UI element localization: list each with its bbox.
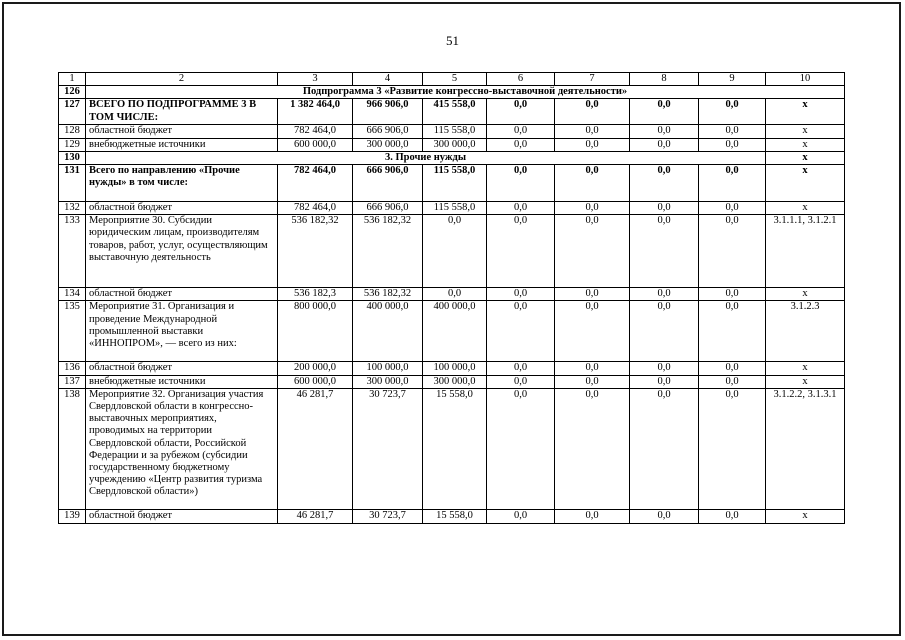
amount-cell: 100 000,0 bbox=[423, 362, 487, 375]
table-row bbox=[59, 301, 845, 362]
amount-cell: 536 182,32 bbox=[353, 288, 423, 301]
row-number: 130 bbox=[59, 151, 86, 164]
target-indicator-cell: х bbox=[766, 138, 845, 151]
amount-cell: 0,0 bbox=[487, 509, 555, 523]
amount-cell: 300 000,0 bbox=[353, 375, 423, 388]
amount-cell: 0,0 bbox=[630, 165, 699, 202]
row-description: областной бюджет bbox=[86, 202, 278, 215]
amount-cell: 0,0 bbox=[699, 165, 766, 202]
target-indicator-cell: 3.1.2.2, 3.1.3.1 bbox=[766, 388, 845, 509]
row-description: внебюджетные источники bbox=[86, 138, 278, 151]
row-number: 136 bbox=[59, 362, 86, 375]
amount-cell: 600 000,0 bbox=[278, 138, 353, 151]
amount-cell: 1 382 464,0 bbox=[278, 99, 353, 125]
amount-cell: 30 723,7 bbox=[353, 388, 423, 509]
target-indicator-cell: х bbox=[766, 375, 845, 388]
amount-cell: 966 906,0 bbox=[353, 99, 423, 125]
amount-cell: 0,0 bbox=[487, 138, 555, 151]
amount-cell: 0,0 bbox=[630, 138, 699, 151]
amount-cell: 0,0 bbox=[699, 375, 766, 388]
amount-cell: 0,0 bbox=[555, 215, 630, 288]
amount-cell: 15 558,0 bbox=[423, 388, 487, 509]
amount-cell: 0,0 bbox=[487, 215, 555, 288]
column-number: 5 bbox=[423, 73, 487, 86]
amount-cell: 115 558,0 bbox=[423, 202, 487, 215]
amount-cell: 0,0 bbox=[487, 301, 555, 362]
target-indicator-cell: х bbox=[766, 362, 845, 375]
amount-cell: 536 182,32 bbox=[353, 215, 423, 288]
column-number: 4 bbox=[353, 73, 423, 86]
amount-cell: 200 000,0 bbox=[278, 362, 353, 375]
budget-table bbox=[58, 72, 845, 524]
amount-cell: 15 558,0 bbox=[423, 509, 487, 523]
table-row bbox=[59, 151, 845, 164]
amount-cell: 0,0 bbox=[487, 202, 555, 215]
column-number: 10 bbox=[766, 73, 845, 86]
row-number: 127 bbox=[59, 99, 86, 125]
row-description: областной бюджет bbox=[86, 362, 278, 375]
amount-cell: 782 464,0 bbox=[278, 165, 353, 202]
row-number: 135 bbox=[59, 301, 86, 362]
table-row bbox=[59, 138, 845, 151]
amount-cell: 0,0 bbox=[699, 202, 766, 215]
column-number: 3 bbox=[278, 73, 353, 86]
row-number: 128 bbox=[59, 125, 86, 138]
table-row bbox=[59, 509, 845, 523]
table-row bbox=[59, 99, 845, 125]
amount-cell: 115 558,0 bbox=[423, 165, 487, 202]
table-row bbox=[59, 288, 845, 301]
row-description: внебюджетные источники bbox=[86, 375, 278, 388]
amount-cell: 0,0 bbox=[487, 288, 555, 301]
amount-cell: 0,0 bbox=[630, 301, 699, 362]
row-number: 138 bbox=[59, 388, 86, 509]
amount-cell: 0,0 bbox=[487, 125, 555, 138]
row-number: 134 bbox=[59, 288, 86, 301]
target-indicator-cell: х bbox=[766, 125, 845, 138]
amount-cell: 400 000,0 bbox=[423, 301, 487, 362]
amount-cell: 0,0 bbox=[630, 99, 699, 125]
amount-cell: 0,0 bbox=[630, 362, 699, 375]
row-description: ВСЕГО ПО ПОДПРОГРАММЕ 3 В ТОМ ЧИСЛЕ: bbox=[86, 99, 278, 125]
table-row bbox=[59, 125, 845, 138]
amount-cell: 0,0 bbox=[699, 99, 766, 125]
column-number: 8 bbox=[630, 73, 699, 86]
column-number-row bbox=[59, 73, 845, 86]
column-number: 7 bbox=[555, 73, 630, 86]
row-number: 139 bbox=[59, 509, 86, 523]
amount-cell: 0,0 bbox=[487, 362, 555, 375]
amount-cell: 0,0 bbox=[699, 288, 766, 301]
target-indicator-cell: 3.1.2.3 bbox=[766, 301, 845, 362]
column-number: 9 bbox=[699, 73, 766, 86]
amount-cell: 0,0 bbox=[555, 165, 630, 202]
amount-cell: 0,0 bbox=[487, 99, 555, 125]
target-indicator-cell: х bbox=[766, 202, 845, 215]
amount-cell: 300 000,0 bbox=[423, 138, 487, 151]
amount-cell: 0,0 bbox=[423, 288, 487, 301]
row-number: 133 bbox=[59, 215, 86, 288]
amount-cell: 0,0 bbox=[487, 375, 555, 388]
row-number: 132 bbox=[59, 202, 86, 215]
amount-cell: 0,0 bbox=[699, 125, 766, 138]
row-number: 129 bbox=[59, 138, 86, 151]
row-description: Мероприятие 32. Организация участия Свердловской области в конгрессно-выставочных мероприятиях, проводимых на территории Свердловской области, Российской Федерации и за рубежом (субсидии государственному бюджетному учреждению «Центр развития туризма Свердловской области») bbox=[86, 388, 278, 509]
table-row bbox=[59, 362, 845, 375]
table-row bbox=[59, 202, 845, 215]
amount-cell: 0,0 bbox=[699, 301, 766, 362]
amount-cell: 0,0 bbox=[630, 125, 699, 138]
amount-cell: 0,0 bbox=[423, 215, 487, 288]
section-title: 3. Прочие нужды bbox=[86, 151, 766, 164]
target-indicator-cell: х bbox=[766, 99, 845, 125]
row-description: Всего по направлению «Прочие нужды» в том числе: bbox=[86, 165, 278, 202]
column-number: 2 bbox=[86, 73, 278, 86]
amount-cell: 0,0 bbox=[630, 215, 699, 288]
target-indicator-cell: х bbox=[766, 509, 845, 523]
amount-cell: 46 281,7 bbox=[278, 509, 353, 523]
target-indicator-cell: 3.1.1.1, 3.1.2.1 bbox=[766, 215, 845, 288]
target-indicator-cell: х bbox=[766, 151, 845, 164]
amount-cell: 0,0 bbox=[630, 288, 699, 301]
amount-cell: 666 906,0 bbox=[353, 165, 423, 202]
row-number: 126 bbox=[59, 86, 86, 99]
table-row bbox=[59, 86, 845, 99]
table-body bbox=[59, 86, 845, 524]
column-number: 1 bbox=[59, 73, 86, 86]
amount-cell: 0,0 bbox=[555, 138, 630, 151]
row-description: Мероприятие 30. Субсидии юридическим лицам, производителям товаров, работ, услуг, осуществляющим выставочную деятельность bbox=[86, 215, 278, 288]
amount-cell: 0,0 bbox=[555, 362, 630, 375]
amount-cell: 0,0 bbox=[699, 215, 766, 288]
amount-cell: 0,0 bbox=[555, 202, 630, 215]
target-indicator-cell: х bbox=[766, 165, 845, 202]
amount-cell: 0,0 bbox=[699, 509, 766, 523]
section-title: Подпрограмма 3 «Развитие конгрессно-выставочной деятельности» bbox=[86, 86, 845, 99]
amount-cell: 666 906,0 bbox=[353, 125, 423, 138]
amount-cell: 782 464,0 bbox=[278, 202, 353, 215]
target-indicator-cell: х bbox=[766, 288, 845, 301]
page-number: 51 bbox=[446, 33, 459, 48]
amount-cell: 400 000,0 bbox=[353, 301, 423, 362]
amount-cell: 536 182,3 bbox=[278, 288, 353, 301]
amount-cell: 0,0 bbox=[699, 138, 766, 151]
amount-cell: 0,0 bbox=[699, 388, 766, 509]
amount-cell: 536 182,32 bbox=[278, 215, 353, 288]
amount-cell: 100 000,0 bbox=[353, 362, 423, 375]
amount-cell: 0,0 bbox=[555, 125, 630, 138]
table-row bbox=[59, 165, 845, 202]
amount-cell: 0,0 bbox=[699, 362, 766, 375]
amount-cell: 0,0 bbox=[555, 301, 630, 362]
row-number: 131 bbox=[59, 165, 86, 202]
amount-cell: 300 000,0 bbox=[353, 138, 423, 151]
amount-cell: 0,0 bbox=[555, 99, 630, 125]
amount-cell: 782 464,0 bbox=[278, 125, 353, 138]
amount-cell: 0,0 bbox=[487, 165, 555, 202]
column-number: 6 bbox=[487, 73, 555, 86]
amount-cell: 0,0 bbox=[555, 375, 630, 388]
amount-cell: 0,0 bbox=[555, 388, 630, 509]
amount-cell: 666 906,0 bbox=[353, 202, 423, 215]
amount-cell: 0,0 bbox=[555, 509, 630, 523]
amount-cell: 0,0 bbox=[630, 509, 699, 523]
amount-cell: 0,0 bbox=[487, 388, 555, 509]
table-row bbox=[59, 388, 845, 509]
amount-cell: 600 000,0 bbox=[278, 375, 353, 388]
table-row bbox=[59, 215, 845, 288]
row-description: областной бюджет bbox=[86, 509, 278, 523]
amount-cell: 0,0 bbox=[630, 375, 699, 388]
amount-cell: 46 281,7 bbox=[278, 388, 353, 509]
table-row bbox=[59, 375, 845, 388]
amount-cell: 800 000,0 bbox=[278, 301, 353, 362]
row-description: Мероприятие 31. Организация и проведение Международной промышленной выставки «ИННОПРОМ», — всего из них: bbox=[86, 301, 278, 362]
amount-cell: 300 000,0 bbox=[423, 375, 487, 388]
row-number: 137 bbox=[59, 375, 86, 388]
amount-cell: 415 558,0 bbox=[423, 99, 487, 125]
amount-cell: 0,0 bbox=[630, 388, 699, 509]
amount-cell: 0,0 bbox=[555, 288, 630, 301]
row-description: областной бюджет bbox=[86, 288, 278, 301]
amount-cell: 0,0 bbox=[630, 202, 699, 215]
row-description: областной бюджет bbox=[86, 125, 278, 138]
amount-cell: 115 558,0 bbox=[423, 125, 487, 138]
amount-cell: 30 723,7 bbox=[353, 509, 423, 523]
